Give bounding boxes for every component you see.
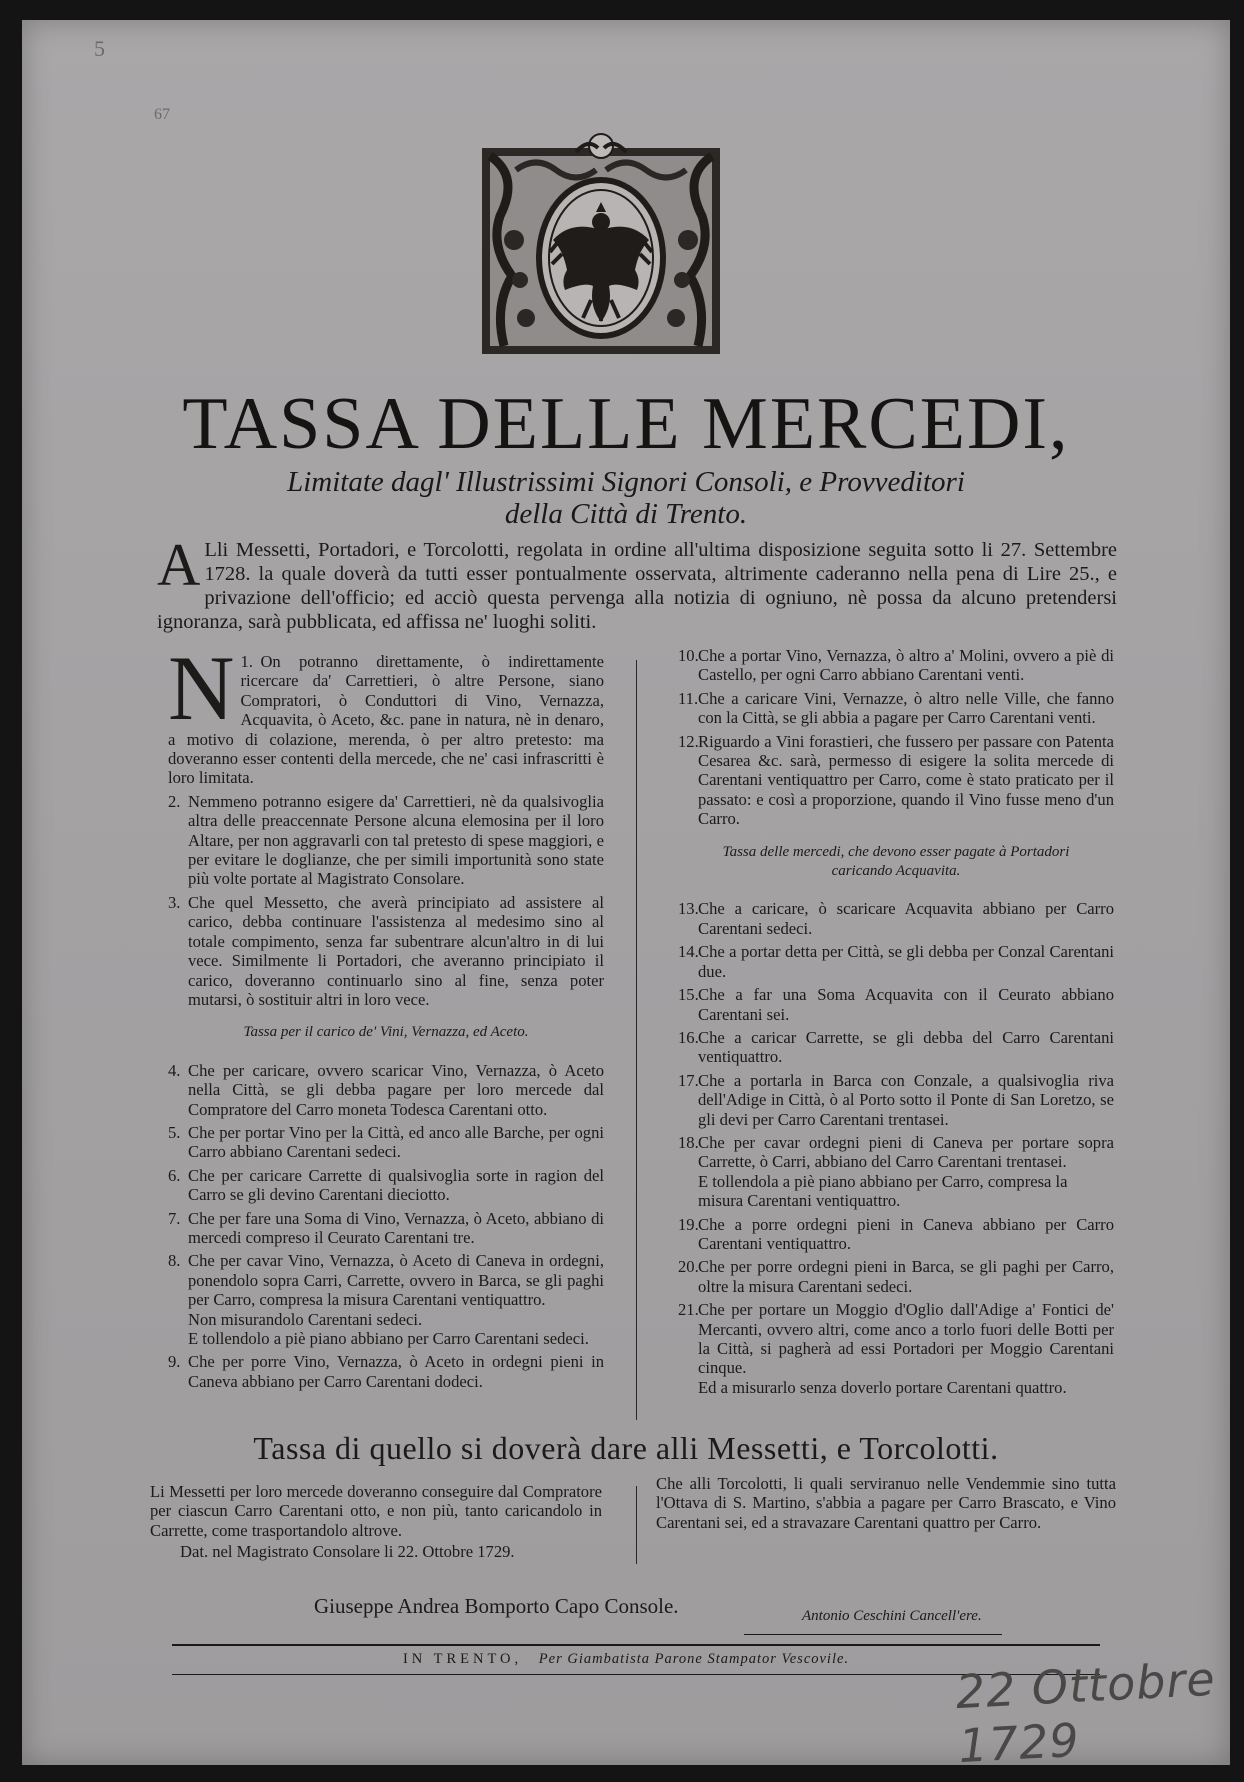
list-item: 11.Che a caricare Vini, Vernazze, ò altro nelle Ville, che fanno con la Città, se gli abbia a pagare per Carro Carentani venti. (678, 688, 1114, 728)
column-divider (636, 660, 637, 1420)
list-item: 4. Che per caricare, ovvero scaricar Vino, Vernazza, ò Aceto nella Città, se gli debba pagare per loro mercede dal Compratore del Carro moneta Todesca Carentani otto. (168, 1060, 604, 1119)
consul-signature: Giuseppe Andrea Bomporto Capo Console. (314, 1594, 679, 1618)
list-item: 17.Che a portarla in Barca con Conzale, a qualsivoglia riva dell'Adige in Città, ò al Porto sotto il Ponte di San Loretzo, se gli devi per Carro Carentani trentasei. (678, 1070, 1114, 1129)
list-item: 3. Che quel Messetto, che averà principiato ad assistere al carico, debba continuare l'assistenza al medesimo sino al totale compimento, senza far subentrare alcun'altro in di lui vece. Similmente li Portadori, che averanno principiato il carico, doveranno continuarlo sino al fine, senza poter mutarsi, ò sostituir altri in loro vece. (168, 892, 604, 1009)
date-line: Dat. nel Magistrato Consolare li 22. Ottobre 1729. (180, 1542, 515, 1562)
left-column (168, 637, 604, 1395)
eagle-emblem-icon (476, 130, 726, 360)
intro-text: Lli Messetti, Portadori, e Torcolotti, regolata in ordine all'ultima disposizione seguita sotto li 27. Settembre 1728. la quale doverà da tutti esser pontualmente osservata, altrimente caderanno nella pena di Lire 25., e privazione dell'officio; ed acciò questa pervenga alla notizia di ogniuno, nè possa da alcuno pretendersi ignoranza, sarà pubblicata, ed affissa ne' luoghi soliti. (157, 539, 1117, 633)
list-item: 12.Riguardo a Vini forastieri, che fussero per passare con Patenta Cesarea &c. sarà, permesso di esigere la solita mercede di Carentani ventiquattro per Carro, come è stato praticato per il passato: e così a proporzione, quando il Vino fusse meno d'un Carro. (678, 731, 1114, 829)
intro-paragraph (157, 532, 1117, 634)
subtitle-line-2: della Città di Trento. (504, 498, 748, 530)
printer-name: Per Giambatista Parone Stampator Vescovile. (538, 1651, 850, 1667)
corner-mark: 5 (94, 36, 105, 61)
item-dropcap: N (168, 637, 235, 739)
handwritten-date: 22 Ottobre 1729 (954, 1651, 1217, 1774)
list-subitem: E tollendolo a piè piano abbiano per Carro Carentani sedeci. (188, 1329, 589, 1348)
document-title: TASSA DELLE MERCEDI, (182, 383, 1070, 465)
printed-sheet (22, 20, 1230, 1774)
section-title: Tassa di quello si doverà dare alli Messetti, e Torcolotti. (253, 1430, 999, 1466)
list-item: 15.Che a far una Soma Acquavita con il Ceurato abbiano Carentani sei. (678, 985, 1114, 1024)
list-item: 14.Che a portar detta per Città, se gli debba per Conzal Carentani due. (678, 942, 1114, 981)
list-subitem: E tollendola a piè piano abbiano per Carro, compresa la misura Carentani ventiquattro. (698, 1171, 1068, 1211)
printer-place: IN TRENTO, (402, 1651, 523, 1667)
archive-mark: 67 (154, 106, 170, 123)
right-column (678, 646, 1114, 1397)
section-heading: Tassa per il carico de' Vini, Vernazza, ed Aceto. (243, 1024, 529, 1041)
list-item: 13.Che a caricare, ò scaricare Acquavita abbiano per Carro Carentani sedeci. (678, 899, 1114, 938)
footer-left-text: Li Messetti per loro mercede doveranno conseguire dal Compratore per ciascun Carro Carentani otto, e non più, tanto caricandolo in Carrette, come trasportandolo altrove. (150, 1482, 602, 1540)
footer-right: Che alli Torcolotti, li quali serviranuo nelle Vendemmie sino tutta l'Ottava di S. Martino, s'abbia a pagare per Carro Brascato, e Vino Carentani sei, ed a stravazare Carentani quattro per Carro. (656, 1474, 1116, 1532)
signature-rule (744, 1634, 1002, 1635)
list-item: 2. Nemmeno potranno esigere da' Carrettieri, nè da qualsivoglia altra delle preaccennate Persone alcuna elemosina per il loro Altare, per non aggravarli con tal pretesto di spese maggiori, e per evitare le doglianze, che per simili importunità sono state più volte portate al Magistrato Consolare. (168, 791, 604, 889)
list-item: 21.Che per portare un Moggio d'Oglio dall'Adige a' Fontici de' Mercanti, ovvero altri, come anco a torlo fuori delle Botti per la Città, si pagherà ad essi Portadori per Moggio Carentani cinque. (678, 1300, 1114, 1378)
subtitle-line-1: Limitate dagl' Illustrissimi Signori Consoli, e Provveditori (287, 466, 965, 498)
footer-left (150, 1482, 602, 1562)
list-item: 8. Che per cavar Vino, Vernazza, ò Aceto di Caneva in ordegni, ponendolo sopra Carri, Carrette, ovvero in Barca, se gli paghi per Carro, compresa la misura Carentani ventiquattro. (168, 1251, 604, 1310)
chancellor-signature: Antonio Ceschini Cancell'ere. (802, 1608, 982, 1624)
list-item: 16.Che a caricar Carrette, se gli debba del Carro Carentani ventiquattro. (678, 1027, 1114, 1067)
list-item: 20.Che per porre ordegni pieni in Barca, se gli paghi per Carro, oltre la misura Carentani sedeci. (678, 1257, 1114, 1296)
list-item: 19.Che a porre ordegni pieni in Caneva abbiano per Carro Carentani ventiquattro. (678, 1214, 1114, 1253)
list-item: 5. Che per portar Vino per la Città, ed anco alle Barche, per ogni Carro abbiano Carentani sedeci. (168, 1122, 604, 1162)
rule-top (172, 1644, 1100, 1646)
footer-divider (636, 1486, 637, 1564)
list-item: 1. N On potranno direttamente, ò indirettamente ricercare da' Carrettieri, ò altre Persone, siano Compratori, ò Conduttori di Vino, Vernazza, Acquavita, ò Aceto, &c. pane in natura, nè in denaro, a motivo di colazione, merenda, ò per altro pretesto: ma doveranno esser contenti della mercede, che ne' casi infrascritti è loro limitata. (168, 637, 604, 788)
list-item: 18.Che per cavar ordegni pieni di Caneva per portare sopra Carrette, ò Carri, abbiano del Carro Carentani trentasei. (678, 1132, 1114, 1172)
list-item: 7. Che per fare una Soma di Vino, Vernazza, ò Aceto, abbiano di mercedi compreso il Ceurato Carentani tre. (168, 1208, 604, 1247)
list-item: 10.Che a portar Vino, Vernazza, ò altro a' Molini, ovvero a piè di Castello, per ogni Carro abbiano Carentani venti. (678, 646, 1114, 685)
list-item: 9. Che per porre Vino, Vernazza, ò Aceto in ordegni pieni in Caneva abbiano per Carro Carentani dodeci. (168, 1352, 604, 1391)
list-item: 6. Che per caricare Carrette di qualsivoglia sorte in ragion del Carro se gli devino Carentani dieciotto. (168, 1165, 604, 1205)
section-heading: Tassa delle mercedi, che devono esser pagate à Portadori caricando Acquavita. (722, 843, 1070, 880)
list-subitem: Non misurandolo Carentani sedeci. (188, 1309, 423, 1329)
list-subitem: Ed a misurarlo senza doverlo portare Carentani quattro. (698, 1377, 1067, 1397)
intro-dropcap: A (157, 532, 201, 598)
